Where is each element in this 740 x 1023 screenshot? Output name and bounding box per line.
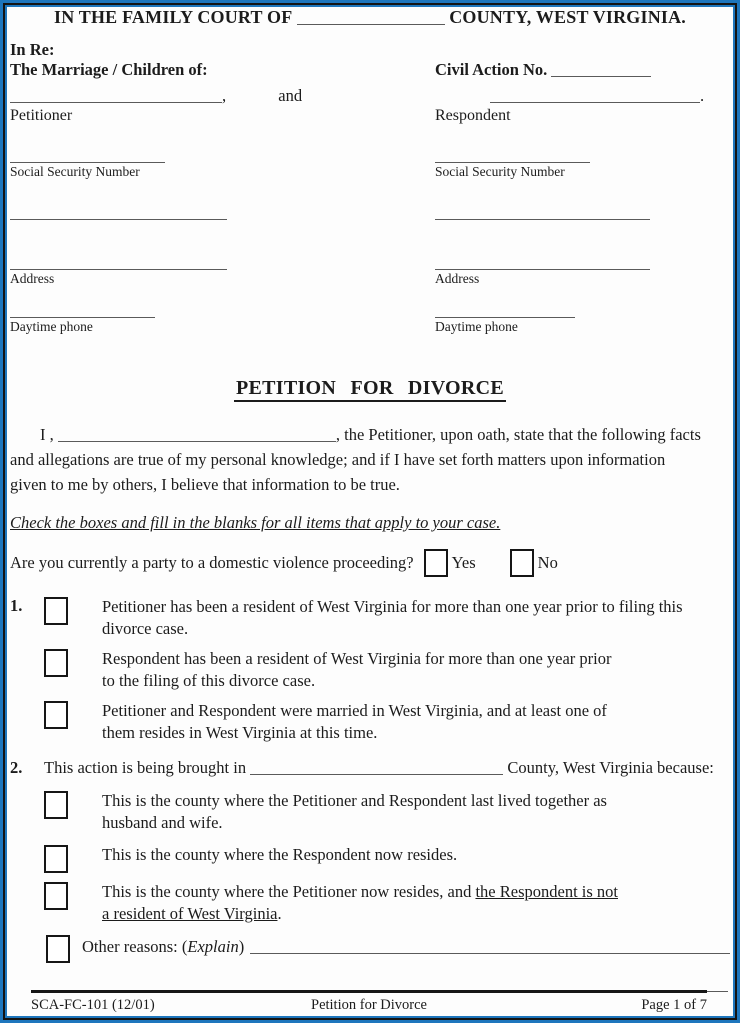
item2-option3-text: [102, 881, 730, 925]
item2-lead-row: [10, 756, 730, 780]
item1-option2-line2: to the filing of this divorce case.: [102, 671, 316, 690]
petitioner-name-row: [10, 86, 427, 106]
item2-option1-text: [102, 790, 730, 834]
petitioner-role-label: Petitioner: [10, 107, 73, 124]
item1-option2-line1: Respondent has been a resident of West Virginia for more than one year prior: [102, 649, 612, 668]
civil-action-number-blank[interactable]: [551, 62, 651, 77]
item1-option3-line2: them resides in West Virginia at this time.: [102, 723, 378, 742]
dv-yes-label: Yes: [451, 553, 476, 572]
footer-page-number: Page 1 of 7: [641, 997, 707, 1013]
instruction-text: Check the boxes and fill in the blanks for all items that apply to your case.: [10, 513, 501, 532]
respondent-ssn-label: Social Security Number: [435, 164, 565, 179]
item2-option-1: [10, 790, 730, 834]
court-header-suffix: COUNTY, WEST VIRGINIA.: [449, 7, 687, 27]
item1-number: 1.: [10, 596, 23, 615]
county-name-blank[interactable]: [297, 10, 445, 25]
footer-row: [31, 993, 707, 1014]
item1-option-3: [10, 700, 730, 744]
dv-question-row: [10, 548, 730, 578]
item2-option3-line2-post: .: [277, 904, 282, 923]
title-wrap: [10, 377, 730, 402]
petitioner-column: [10, 80, 427, 335]
item2-other-reasons-row: [46, 933, 730, 963]
item2-option1-checkbox[interactable]: [44, 791, 68, 819]
respondent-address-label: Address: [435, 271, 480, 286]
item2-number: 2.: [10, 758, 23, 777]
in-re-label: In Re:: [10, 40, 55, 59]
item2-option1-line1: This is the county where the Petitioner and Respondent last lived together as: [102, 791, 607, 810]
item-2: [10, 756, 730, 992]
item1-option3-line1: Petitioner and Respondent were married in West Virginia, and at least one of: [102, 701, 607, 720]
item2-option3-line1-pre: This is the county where the Petitioner now resides, and: [102, 882, 476, 901]
respondent-role-label: Respondent: [435, 107, 511, 124]
item2-option3-checkbox[interactable]: [44, 882, 68, 910]
item2-option3-line1-underlined: the Respondent is not: [475, 882, 618, 901]
black-frame-line: [3, 3, 737, 1020]
oath-i-label: I ,: [40, 425, 54, 444]
respondent-column: [427, 80, 730, 335]
footer-form-number: SCA-FC-101 (12/01): [31, 997, 155, 1013]
item2-option3-line2-underlined: a resident of West Virginia: [102, 904, 278, 923]
court-header-prefix: IN THE FAMILY COURT OF: [53, 7, 292, 27]
respondent-period: .: [700, 86, 705, 105]
item2-lead-post: County, West Virginia because:: [507, 758, 714, 777]
item1-option1-text: [102, 596, 730, 640]
dv-question-text: Are you currently a party to a domestic violence proceeding?: [10, 553, 414, 572]
petitioner-address-line1-blank[interactable]: [10, 219, 227, 220]
marriage-children-label: The Marriage / Children of:: [10, 60, 208, 79]
petitioner-name-blank[interactable]: [10, 88, 222, 103]
case-caption-row: [10, 60, 730, 80]
oath-line-3: given to me by others, I believe that information to be true.: [10, 475, 400, 494]
item1-option1-line2: divorce case.: [102, 619, 189, 638]
item1-option3-checkbox[interactable]: [44, 701, 68, 729]
petitioner-name-oath-blank[interactable]: [58, 427, 336, 442]
item2-other-label-pre: Other reasons: (: [82, 937, 188, 956]
item2-option2-line1: This is the county where the Respondent now resides.: [102, 845, 458, 864]
civil-action-row: [427, 60, 730, 80]
item2-option2-text: [102, 844, 730, 873]
instruction-line: [10, 512, 730, 533]
respondent-name-row: [435, 86, 730, 106]
item1-option1-checkbox[interactable]: [44, 597, 68, 625]
page-footer: [31, 990, 707, 1014]
respondent-address-line1-blank[interactable]: [435, 219, 650, 220]
item1-option3-text: [102, 700, 730, 744]
item2-option-3: [10, 881, 730, 925]
dv-no-label: No: [537, 553, 558, 572]
petitioner-address-label: Address: [10, 271, 55, 286]
item2-option3-line1: [102, 881, 730, 903]
item2-lead-text: [44, 756, 730, 780]
respondent-phone-label: Daytime phone: [435, 319, 518, 334]
footer-form-title: Petition for Divorce: [311, 997, 427, 1013]
oath-paragraph: [10, 422, 730, 497]
item2-other-label-explain: Explain: [187, 937, 239, 956]
item-1: [10, 596, 730, 744]
petitioner-ssn-label: Social Security Number: [10, 164, 140, 179]
item2-other-label: [82, 933, 244, 961]
item2-option2-checkbox[interactable]: [44, 845, 68, 873]
petition-form-page: [5, 5, 735, 1018]
court-header: [10, 7, 730, 28]
item2-lead-pre: This action is being brought in: [44, 758, 247, 777]
petitioner-comma: ,: [222, 86, 227, 105]
dv-yes-checkbox[interactable]: [424, 549, 448, 577]
item1-option-2: [10, 648, 730, 692]
page-title: PETITION FOR DIVORCE: [234, 377, 506, 402]
item2-other-label-post: ): [238, 937, 245, 956]
item1-option-1: [10, 596, 730, 640]
item2-option3-line2: [102, 903, 730, 925]
dv-no-checkbox[interactable]: [510, 549, 534, 577]
and-label: and: [278, 86, 303, 105]
item2-county-blank[interactable]: [250, 760, 503, 775]
item2-option-2: [10, 844, 730, 873]
item1-option1-line1: Petitioner has been a resident of West Virginia for more than one year prior to filing this: [102, 597, 683, 616]
parties-block: [10, 80, 730, 335]
oath-line-2: and allegations are true of my personal knowledge; and if I have set forth matters upon information: [10, 450, 666, 469]
item1-option2-text: [102, 648, 730, 692]
item2-option1-line2: husband and wife.: [102, 813, 223, 832]
item2-other-checkbox[interactable]: [46, 935, 70, 963]
petitioner-phone-label: Daytime phone: [10, 319, 93, 334]
oath-line1-rest: , the Petitioner, upon oath, state that the following facts: [335, 425, 701, 444]
oath-line-1: [10, 422, 730, 447]
item1-option2-checkbox[interactable]: [44, 649, 68, 677]
respondent-name-blank[interactable]: [490, 88, 700, 103]
other-reasons-blank-line1[interactable]: [250, 953, 730, 954]
civil-action-label: Civil Action No.: [435, 60, 548, 79]
